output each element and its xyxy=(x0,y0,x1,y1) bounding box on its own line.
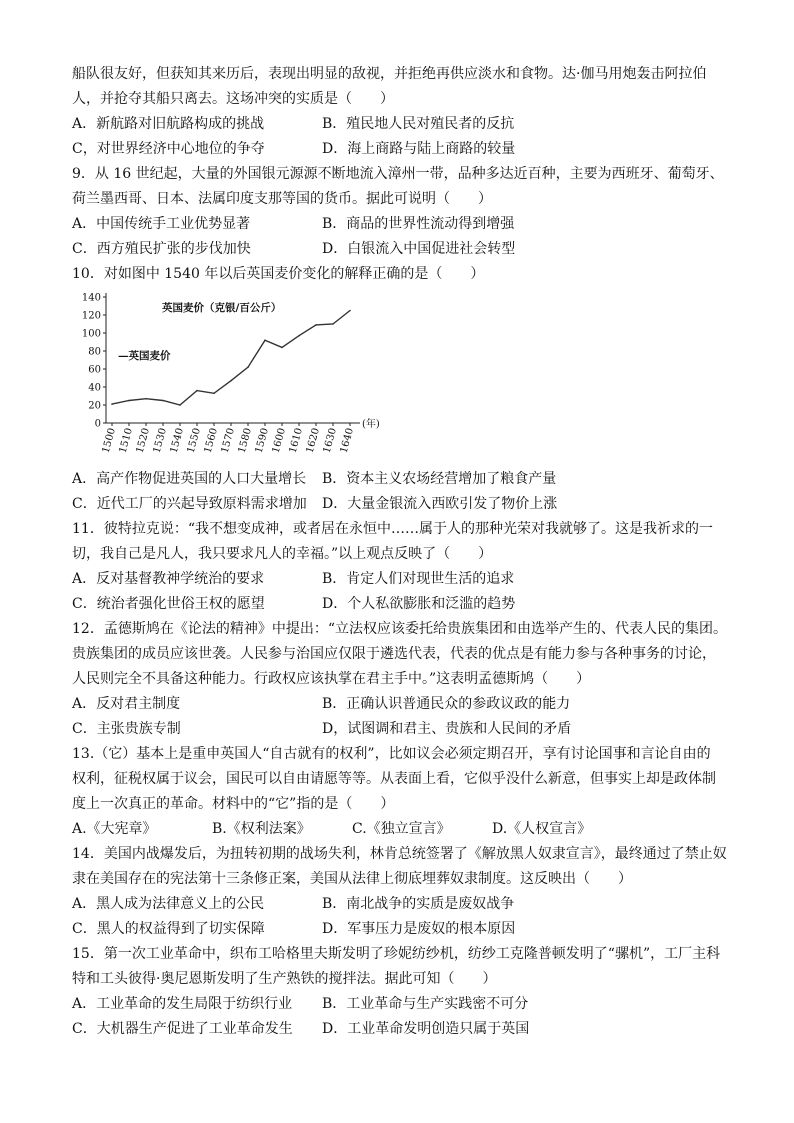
q13-option-b: B.《权利法案》 xyxy=(212,821,311,837)
q11-option-c: C．统治者强化世俗王权的愿望 xyxy=(72,596,265,612)
q13-option-a: A.《大宪章》 xyxy=(72,821,157,837)
y-tick-label: 20 xyxy=(88,400,101,412)
x-tick-label: 1640 xyxy=(338,426,356,455)
chart-title: 英国麦价（克银/百公斤） xyxy=(162,302,282,314)
x-tick-label: 1520 xyxy=(134,426,152,455)
q12-stem-line-3: 人民则完全不具备这种能力。行政权应该执掌在君主手中。”这表明孟德斯鸠（ ） xyxy=(72,671,591,687)
q10-option-b: B．资本主义农场经营增加了粮食产量 xyxy=(322,471,557,487)
q14-option-d: D．军事压力是废奴的根本原因 xyxy=(322,921,516,937)
exam-page xyxy=(72,62,727,1042)
q8-options-row-1 xyxy=(72,112,722,137)
x-tick-label: 1560 xyxy=(202,426,220,455)
data-point xyxy=(145,398,147,400)
x-tick-label: 1540 xyxy=(168,426,186,455)
q15-options-row-1 xyxy=(72,992,722,1017)
q15-stem-line-1: 15．第一次工业革命中，织布工哈格里夫斯发明了珍妮纺纱机，纺纱工克隆普顿发明了“骡机”，工厂主科 xyxy=(72,946,721,962)
q14-options-row-2 xyxy=(72,917,722,942)
x-tick-label: 1580 xyxy=(236,426,254,455)
q14-stem-line-1: 14．美国内战爆发后，为扭转初期的战场失利，林肯总统签署了《解放黑人奴隶宣言》，最终通过了禁止奴 xyxy=(72,846,727,862)
data-point xyxy=(162,400,164,402)
q10-options-row-2 xyxy=(72,492,722,517)
q12-stem-line-2: 贵族集团的成员应该世袭。人民参与治国应仅限于遴选代表，代表的优点是有能力参与各种事务的讨论， xyxy=(72,646,716,662)
x-tick-label: 1510 xyxy=(117,426,135,455)
q11-stem-line-2: 切，我自己是凡人，我只要求凡人的幸福。”以上观点反映了（ ） xyxy=(72,546,493,562)
q13-stem-line-3: 度上一次真正的革命。材料中的“它”指的是（ ） xyxy=(72,796,395,812)
q15-options-row-2 xyxy=(72,1017,722,1042)
x-tick-label: 1610 xyxy=(287,426,305,455)
q8-stem-line-1: 船队很友好，但获知其来历后，表现出明显的敌视，并拒绝再供应淡水和食物。达·伽马用炮轰击阿拉伯 xyxy=(72,66,707,82)
q12-options-row-1 xyxy=(72,692,722,717)
q9-option-d: D．白银流入中国促进社会转型 xyxy=(322,241,516,257)
q9-stem-line-1: 9．从 16 世纪起，大量的外国银元源源不断地流入漳州一带，品种多达近百种，主要为西班牙、葡萄牙、 xyxy=(72,166,724,182)
wheat-price-chart-container xyxy=(72,287,722,467)
data-point xyxy=(315,324,317,326)
q9-options-row-1 xyxy=(72,212,722,237)
q13-options-row xyxy=(72,817,722,842)
q12-option-c: C．主张贵族专制 xyxy=(72,721,181,737)
y-tick-label: 80 xyxy=(88,346,101,358)
data-point xyxy=(128,400,130,402)
q15-option-c: C．大机器生产促进了工业革命发生 xyxy=(72,1021,293,1037)
q12-option-a: A．反对君主制度 xyxy=(72,696,181,712)
q8-option-d: D．海上商路与陆上商路的较量 xyxy=(322,141,516,157)
q15-stem-line-2: 特和工头彼得·奥尼恩斯发明了生产熟铁的搅拌法。据此可知（ ） xyxy=(72,971,497,987)
q15-option-b: B．工业革命与生产实践密不可分 xyxy=(322,996,529,1012)
x-tick-label: 1500 xyxy=(100,426,118,455)
q10-options-row-1 xyxy=(72,467,722,492)
q11-option-d: D．个人私欲膨胀和泛滥的趋势 xyxy=(322,596,516,612)
y-tick-label: 140 xyxy=(81,292,101,304)
q13-option-d: D.《人权宣言》 xyxy=(492,821,592,837)
q8-option-b: B．殖民地人民对殖民者的反抗 xyxy=(322,116,515,132)
data-point xyxy=(298,335,300,337)
y-tick-label: 60 xyxy=(88,364,101,376)
q8-option-c: C，对世界经济中心地位的争夺 xyxy=(72,141,265,157)
q14-option-c: C．黑人的权益得到了切实保障 xyxy=(72,921,265,937)
x-axis-label: (年) xyxy=(362,419,380,430)
x-tick-label: 1600 xyxy=(270,426,288,455)
x-tick-label: 1550 xyxy=(185,426,203,455)
data-point xyxy=(264,339,266,341)
q12-options-row-2 xyxy=(72,717,722,742)
x-tick-label: 1630 xyxy=(321,426,339,455)
q9-option-b: B．商品的世界性流动得到增强 xyxy=(322,216,515,232)
q11-options-row-1 xyxy=(72,567,722,592)
q15-option-a: A．工业革命的发生局限于纺织行业 xyxy=(72,996,293,1012)
q10-stem: 10．对如图中 1540 年以后英国麦价变化的解释正确的是（ ） xyxy=(72,266,485,282)
data-point xyxy=(179,404,181,406)
data-point xyxy=(213,393,215,395)
q12-option-d: D，试图调和君主、贵族和人民间的矛盾 xyxy=(322,721,572,737)
q8-stem-line-2: 人，并抢夺其船只离去。这场冲突的实质是（ ） xyxy=(72,91,394,107)
q14-option-b: B．南北战争的实质是废奴战争 xyxy=(322,896,515,912)
q10-option-d: D．大量金银流入西欧引发了物价上涨 xyxy=(322,496,558,512)
x-tick-label: 1620 xyxy=(304,426,322,455)
y-tick-label: 40 xyxy=(88,382,101,394)
x-tick-label: 1530 xyxy=(151,426,169,455)
data-point xyxy=(111,403,113,405)
q10-option-a: A．高产作物促进英国的人口大量增长 xyxy=(72,471,307,487)
q14-options-row-1 xyxy=(72,892,722,917)
q11-option-b: B．肯定人们对现世生活的追求 xyxy=(322,571,515,587)
data-point xyxy=(196,390,198,392)
q11-option-a: A．反对基督教神学统治的要求 xyxy=(72,571,265,587)
chart-legend: —英国麦价 xyxy=(118,350,171,362)
data-point xyxy=(332,323,334,325)
y-tick-label: 120 xyxy=(81,310,101,322)
q12-stem-line-1: 12．孟德斯鸠在《论法的精神》中提出：“立法权应该委托给贵族集团和由选举产生的、代表人民的集团。 xyxy=(72,621,727,637)
q15-option-d: D．工业革命发明创造只属于英国 xyxy=(322,1021,530,1037)
data-point xyxy=(281,347,283,349)
y-tick-label: 100 xyxy=(81,328,101,340)
q13-option-c: C.《独立宣言》 xyxy=(352,821,451,837)
q13-stem-line-2: 权利，征税权属于议会，国民可以自由请愿等等。从表面上看，它似乎没什么新意，但事实上却是政体制 xyxy=(72,771,716,787)
q14-option-a: A．黑人成为法律意义上的公民 xyxy=(72,896,265,912)
q14-stem-line-2: 隶在美国存在的宪法第十三条修正案，美国从法律上彻底埋葬奴隶制度。这反映出（ ） xyxy=(72,871,632,887)
q9-stem-line-2: 荷兰墨西哥、日本、法属印度支那等国的货币。据此可说明（ ） xyxy=(72,191,492,207)
q13-stem-line-1: 13.（它）基本上是重申英国人“自古就有的权利”，比如议会必须定期召开，享有讨论国事和言论自由的 xyxy=(72,746,711,762)
data-point xyxy=(349,310,351,312)
wheat-price-chart xyxy=(72,287,392,467)
q11-options-row-2 xyxy=(72,592,722,617)
q10-option-c: C．近代工厂的兴起导致原料需求增加 xyxy=(72,496,307,512)
q9-option-c: C．西方殖民扩张的步伐加快 xyxy=(72,241,251,257)
data-point xyxy=(230,380,232,382)
x-tick-label: 1570 xyxy=(219,426,237,455)
q12-option-b: B．正确认识普通民众的参政议政的能力 xyxy=(322,696,571,712)
x-tick-label: 1590 xyxy=(253,426,271,455)
q11-stem-line-1: 11．彼特拉克说：“我不想变成神，或者居在永恒中……属于人的那种光荣对我就够了。这是我祈求的一 xyxy=(72,521,713,537)
q9-options-row-2 xyxy=(72,237,722,262)
q8-option-a: A．新航路对旧航路构成的挑战 xyxy=(72,116,265,132)
q9-option-a: A．中国传统手工业优势显著 xyxy=(72,216,251,232)
q8-options-row-2 xyxy=(72,137,722,162)
data-point xyxy=(247,366,249,368)
y-tick-label: 0 xyxy=(94,418,101,430)
